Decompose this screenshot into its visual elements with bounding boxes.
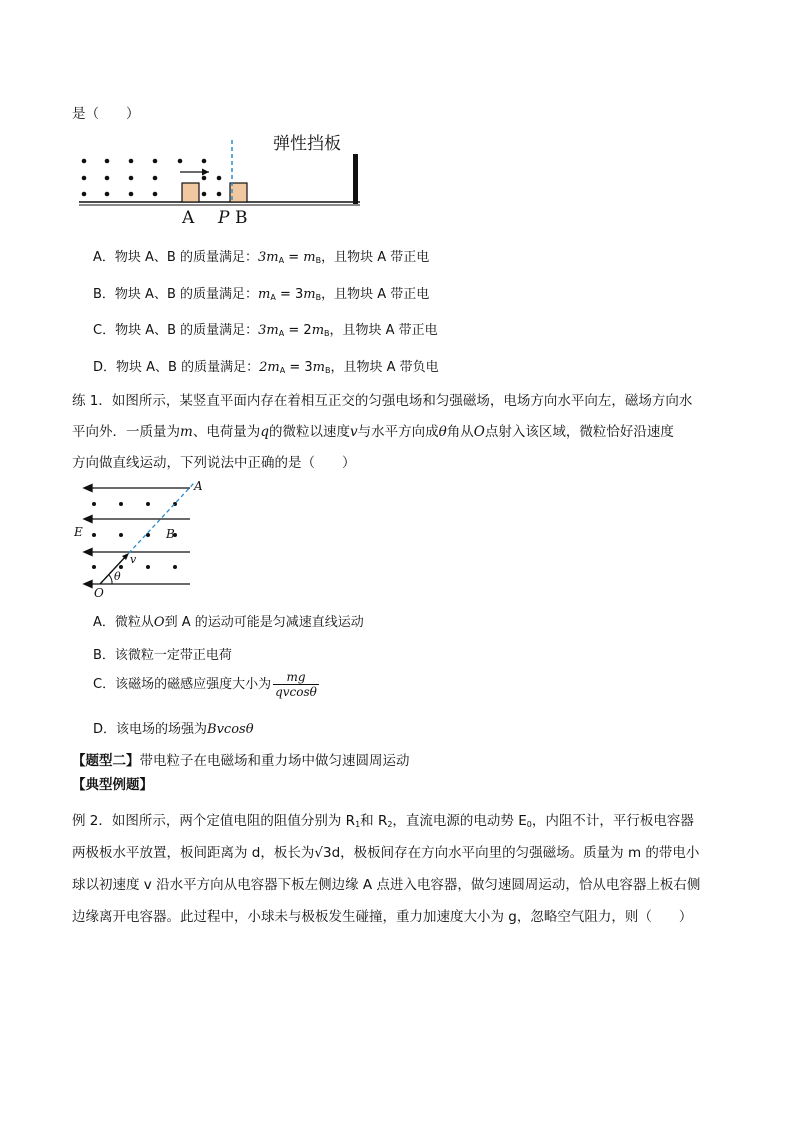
angle-arc [109, 575, 112, 584]
ex1-line-3: 方向做直线运动，下列说法中正确的是（ ） [72, 455, 356, 471]
label-B: B [235, 208, 248, 228]
option-d[interactable]: D．物块 A、B 的质量满足：$2m_A = 3m_B$，且物块 A 带负电 [93, 360, 439, 375]
question-tail: 是（ ） [72, 106, 140, 122]
ex1-line-2: 平向外．一质量为m、电荷量为q的微粒以速度v与水平方向成θ角从O点射入该区域，微粒恰好沿速度 [72, 424, 674, 440]
ex1-option-d[interactable]: D．该电场的场强为Bvcosθ [93, 722, 254, 737]
figure-fields [72, 478, 212, 600]
ex1-line-1: 练 1．如图所示，某竖直平面内存在着相互正交的匀强电场和匀强磁场，电场方向水平向左，磁场方向水 [72, 393, 693, 409]
label-B-2: B [166, 527, 175, 541]
figure-blocks-barrier [74, 130, 374, 230]
magnetic-field-dots [82, 159, 222, 197]
label-theta: θ [114, 570, 121, 583]
ex1-option-c[interactable]: C．该磁场的磁感应强度大小为 $\frac{mg}{qvcos\theta}$ [93, 670, 317, 699]
section-title: 【题型二】带电粒子在电磁场和重力场中做匀速圆周运动 [72, 753, 410, 769]
label-A: A [182, 208, 195, 228]
ex1-option-a[interactable]: A．微粒从O到 A 的运动可能是匀减速直线运动 [93, 615, 364, 630]
ex2-line-4: 边缘离开电容器。此过程中，小球未与极板发生碰撞，重力加速度大小为 g，忽略空气阻力，则（ ） [72, 909, 693, 925]
fraction-mg-over-qvcos: $\frac{mg}{qvcos\theta}$ [275, 670, 317, 699]
elastic-barrier [353, 154, 358, 204]
barrier-label: 弹性挡板 [273, 134, 341, 154]
ex2-line-2: 两极板水平放置，板间距离为 d，板长为√3d，极板间存在方向水平向里的匀强磁场。质量为 m 的带电小 [72, 845, 700, 861]
velocity-arrowhead [202, 169, 209, 176]
block-A [182, 183, 199, 202]
label-v: v [130, 553, 137, 566]
ex1-option-b[interactable]: B．该微粒一定带正电荷 [93, 648, 232, 663]
label-A-2: A [194, 479, 203, 493]
option-b[interactable]: B．物块 A、B 的质量满足：$m_A = 3m_B$，且物块 A 带正电 [93, 287, 430, 302]
label-E: E [74, 525, 83, 539]
option-a[interactable]: A．物块 A、B 的质量满足：$3m_A = m_B$，且物块 A 带正电 [93, 250, 430, 265]
label-P: P [218, 208, 230, 228]
section-subtitle: 【典型例题】 [72, 777, 153, 793]
option-c[interactable]: C．物块 A、B 的质量满足：$3m_A = 2m_B$，且物块 A 带正电 [93, 323, 438, 338]
ex2-line-3: 球以初速度 v 沿水平方向从电容器下板左侧边缘 A 点进入电容器，做匀速圆周运动，恰从电容器上板右侧 [72, 877, 701, 893]
ex2-line-1: 例 2．如图所示，两个定值电阻的阻值分别为 $R_1$和 $R_2$，直流电源的电动势 $E_0$，内阻不计，平行板电容器 [72, 813, 694, 829]
label-O: O [94, 586, 104, 600]
